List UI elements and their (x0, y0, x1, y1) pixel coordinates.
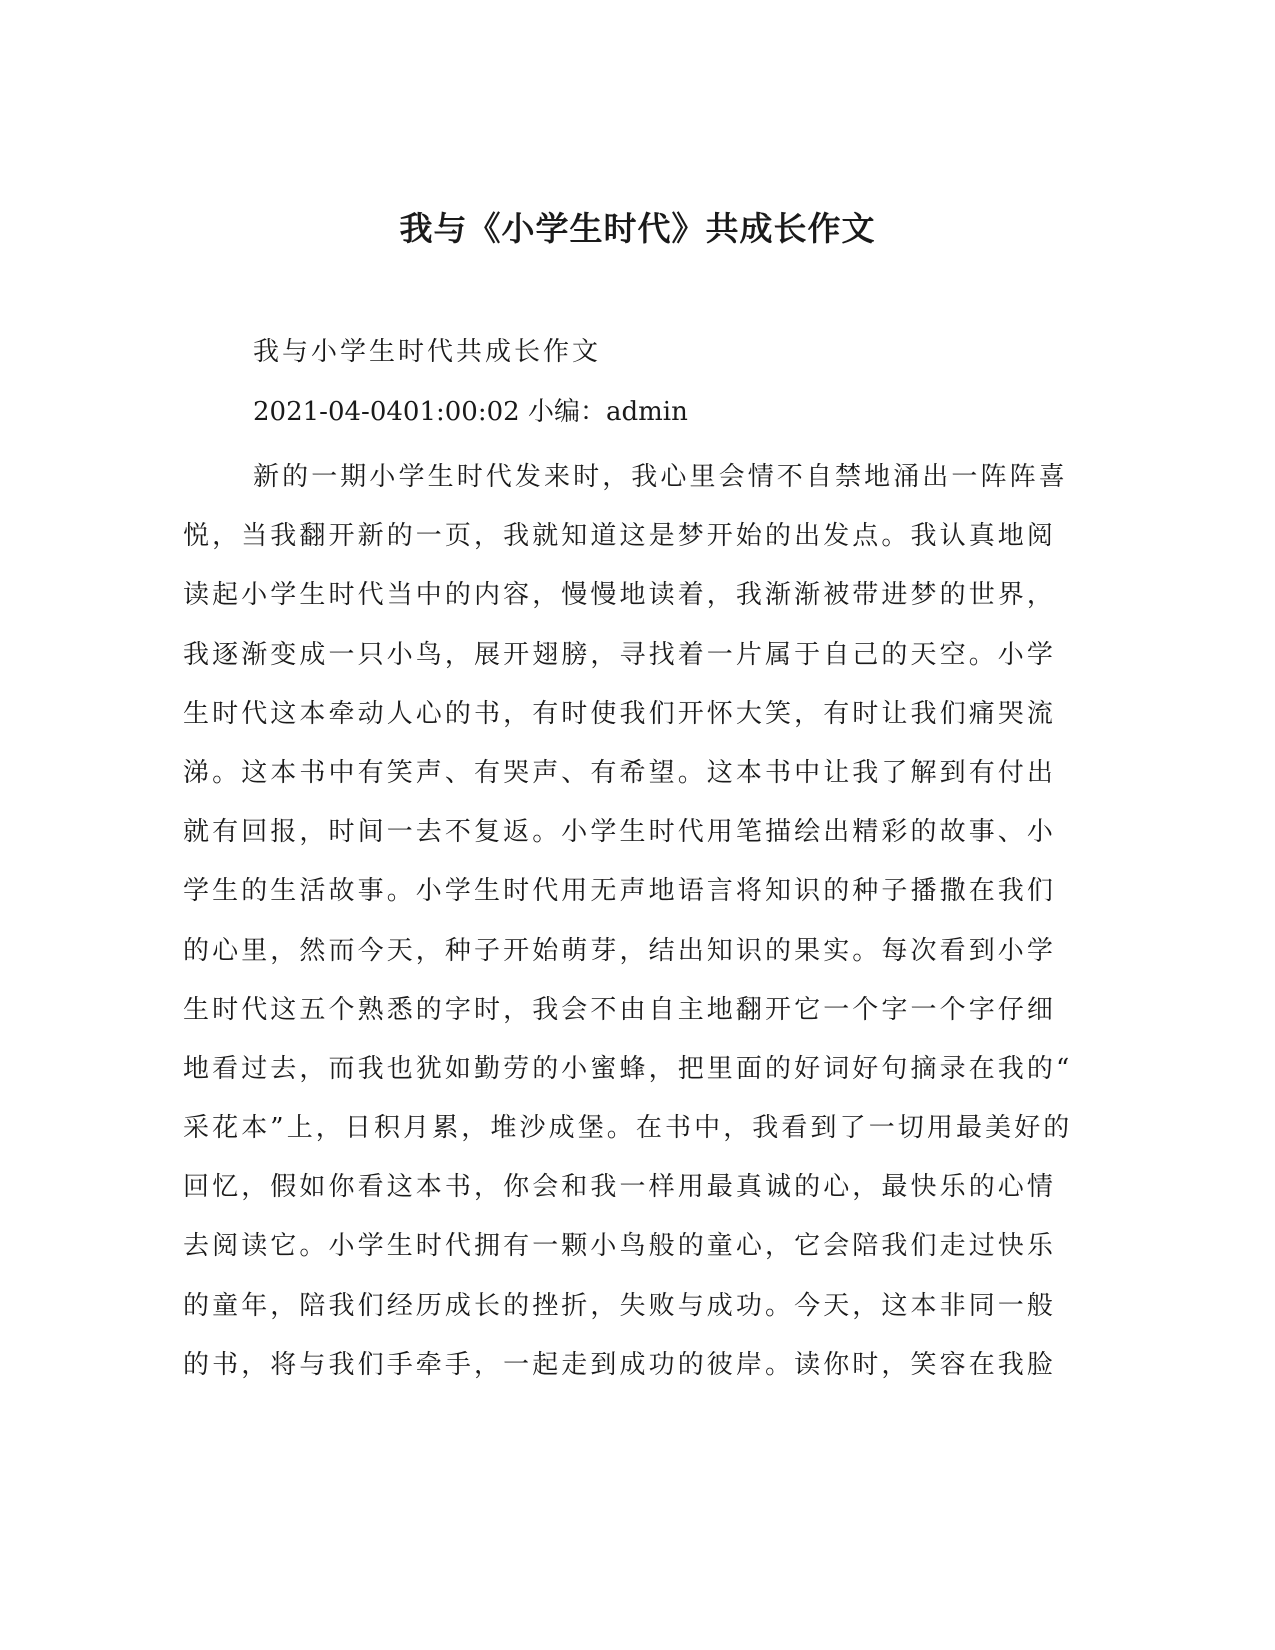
body-line: 新的一期小学生时代发来时，我心里会情不自禁地涌出一阵阵喜 (253, 462, 1068, 492)
body-line: 就有回报，时间一去不复返。小学生时代用笔描绘出精彩的故事、小 (183, 817, 1057, 848)
body-line: 学生的生活故事。小学生时代用无声地语言将知识的种子播撒在我们 (183, 876, 1057, 907)
body-line: 的童年，陪我们经历成长的挫折，失败与成功。今天，这本非同一般 (183, 1290, 1057, 1321)
document-title: 我与《小学生时代》共成长作文 (399, 209, 876, 248)
body-line: 回忆，假如你看这本书，你会和我一样用最真诚的心，最快乐的心情 (183, 1172, 1057, 1203)
body-line: 悦，当我翻开新的一页，我就知道这是梦开始的出发点。我认真地阅 (183, 521, 1057, 552)
body-line: 我逐渐变成一只小鸟，展开翅膀，寻找着一片属于自己的天空。小学 (183, 639, 1057, 670)
body-line: 采花本”上，日积月累，堆沙成堡。在书中，我看到了一切用最美好的 (183, 1113, 1073, 1144)
body-line: 涕。这本书中有笑声、有哭声、有希望。这本书中让我了解到有付出 (183, 757, 1057, 788)
body-line: 生时代这本牵动人心的书，有时使我们开怀大笑，有时让我们痛哭流 (183, 698, 1057, 729)
body-line: 去阅读它。小学生时代拥有一颗小鸟般的童心，它会陪我们走过快乐 (183, 1231, 1057, 1262)
publish-datetime: 2021-04-0401:00:02 (253, 397, 520, 427)
body-line: 生时代这五个熟悉的字时，我会不由自主地翻开它一个字一个字仔细 (183, 994, 1057, 1025)
body-line: 地看过去，而我也犹如勤劳的小蜜蜂，把里面的好词好句摘录在我的“ (183, 1053, 1073, 1084)
author-label: 小编： (527, 397, 606, 427)
author-name: admin (605, 397, 688, 427)
article-body (183, 448, 1083, 1395)
body-line: 的书，将与我们手牵手，一起走到成功的彼岸。读你时，笑容在我脸 (183, 1349, 1057, 1380)
article-meta (253, 391, 688, 428)
article-subtitle: 我与小学生时代共成长作文 (253, 337, 602, 367)
body-line: 的心里，然而今天，种子开始萌芽，结出知识的果实。每次看到小学 (183, 935, 1057, 966)
body-line: 读起小学生时代当中的内容，慢慢地读着，我渐渐被带进梦的世界， (183, 580, 1057, 611)
